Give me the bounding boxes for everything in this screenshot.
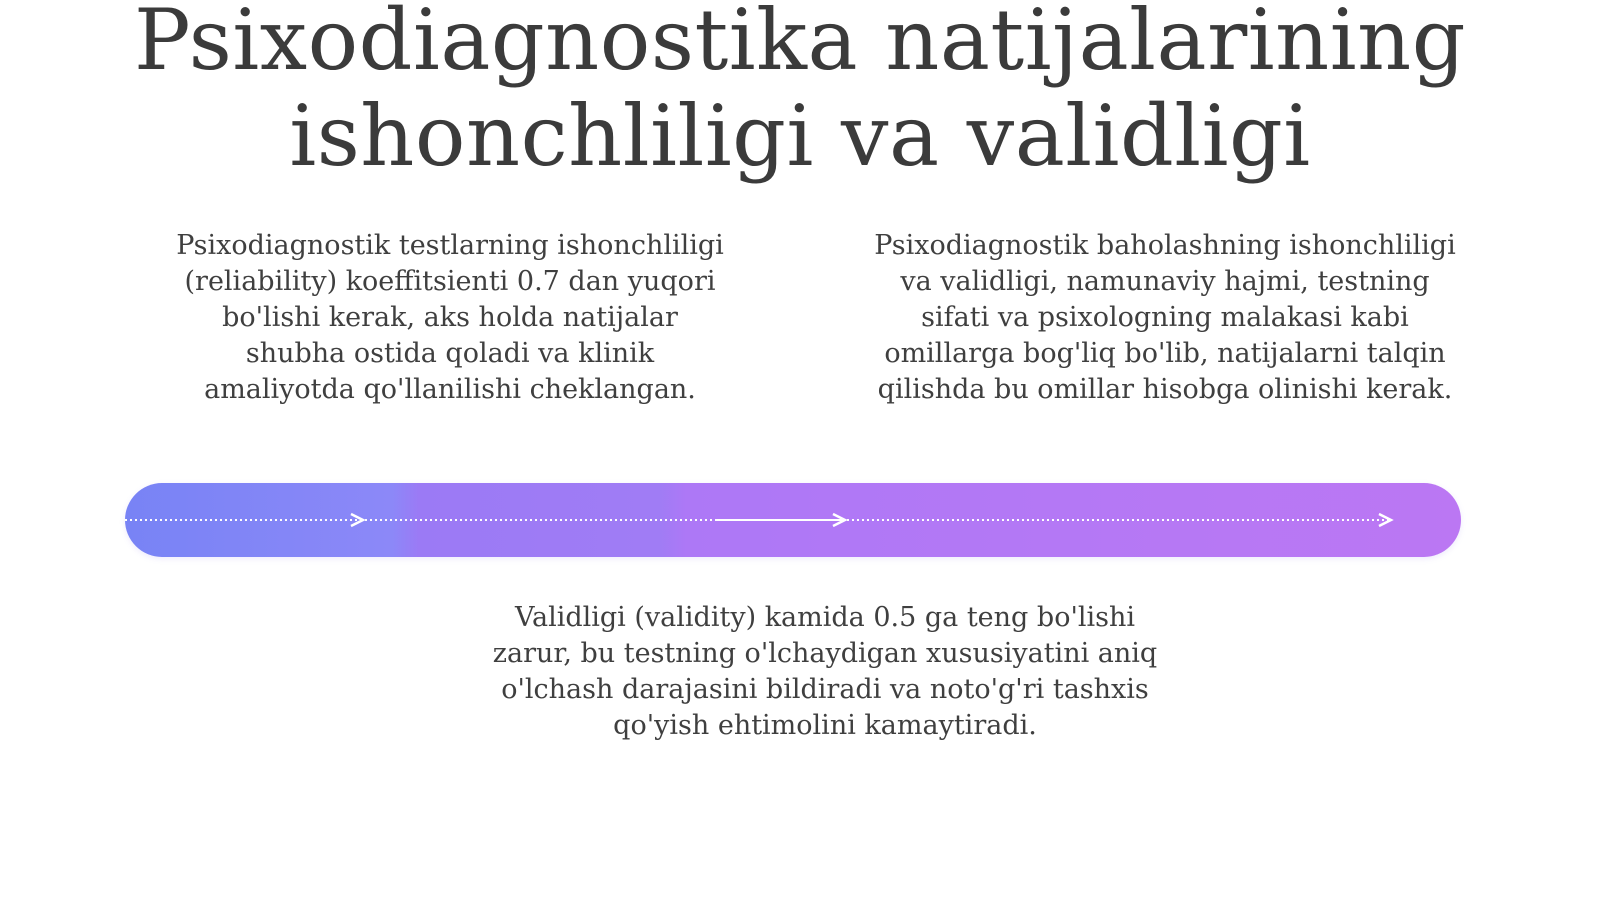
text-line: qo'yish ehtimolini kamaytiradi. bbox=[613, 710, 1037, 741]
factors-text-block bbox=[850, 228, 1480, 408]
text-line: qilishda bu omillar hisobga olinishi kerak. bbox=[877, 374, 1453, 405]
text-line: bo'lishi kerak, aks holda natijalar bbox=[222, 302, 678, 333]
timeline-svg bbox=[125, 483, 1461, 557]
text-line: amaliyotda qo'llanilishi cheklangan. bbox=[204, 374, 696, 405]
text-line: Psixodiagnostik testlarning ishonchliligi bbox=[176, 230, 724, 261]
text-line: (reliability) koeffitsienti 0.7 dan yuqori bbox=[184, 266, 716, 297]
text-line: shubha ostida qoladi va klinik bbox=[245, 338, 655, 369]
validity-text-block bbox=[460, 600, 1190, 744]
title-line-1: Psixodiagnostika natijalarining bbox=[134, 0, 1466, 89]
title-line-2: ishonchliligi va validligi bbox=[289, 87, 1311, 185]
timeline-bar bbox=[125, 483, 1461, 557]
text-line: o'lchash darajasini bildiradi va noto'g'ri tashxis bbox=[501, 674, 1149, 705]
page-title bbox=[100, 0, 1500, 184]
text-line: va validligi, namunaviy hajmi, testning bbox=[900, 266, 1430, 297]
text-line: Validligi (validity) kamida 0.5 ga teng bo'lishi bbox=[514, 602, 1136, 633]
text-line: omillarga bog'liq bo'lib, natijalarni talqin bbox=[884, 338, 1446, 369]
arrow-right-icon bbox=[1379, 514, 1391, 526]
text-line: Psixodiagnostik baholashning ishonchliligi bbox=[874, 230, 1456, 261]
text-line: sifati va psixologning malakasi kabi bbox=[921, 302, 1409, 333]
reliability-text-block bbox=[150, 228, 750, 408]
text-line: zarur, bu testning o'lchaydigan xususiyatini aniq bbox=[492, 638, 1158, 669]
